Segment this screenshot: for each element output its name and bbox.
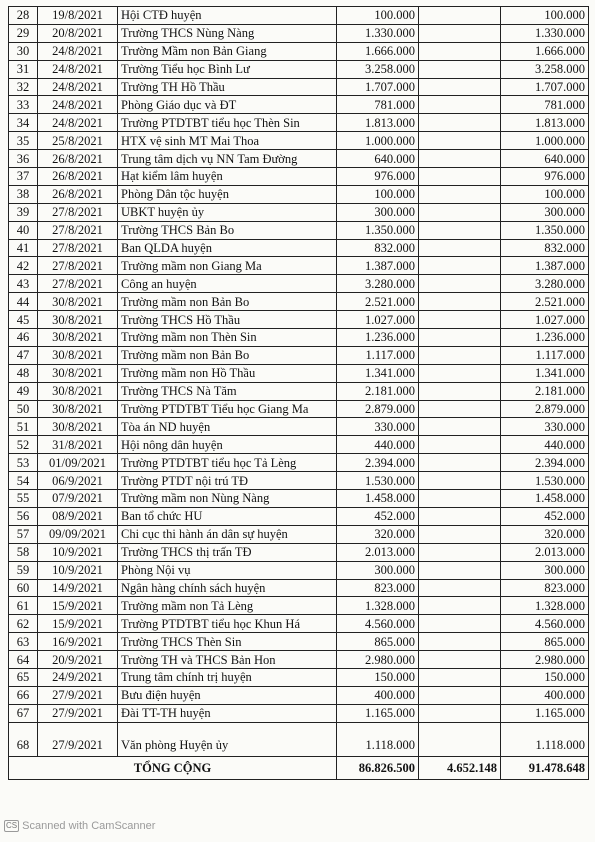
cell-amount: 1.458.000 (337, 490, 419, 508)
cell-date: 27/8/2021 (38, 275, 118, 293)
cell-extra (419, 704, 501, 722)
cell-amount: 2.980.000 (337, 651, 419, 669)
cell-amount: 832.000 (337, 239, 419, 257)
cell-date: 27/9/2021 (38, 704, 118, 722)
cell-total: 1.027.000 (501, 311, 589, 329)
cell-unit: Trường THCS Hồ Thầu (118, 311, 337, 329)
cell-total: 452.000 (501, 507, 589, 525)
cell-amount: 1.707.000 (337, 78, 419, 96)
cell-date: 27/8/2021 (38, 239, 118, 257)
table-row (9, 454, 589, 472)
cell-stt: 40 (9, 221, 38, 239)
cell-extra (419, 150, 501, 168)
cell-stt: 62 (9, 615, 38, 633)
table-row (9, 24, 589, 42)
cell-amount: 2.521.000 (337, 293, 419, 311)
cell-date: 30/8/2021 (38, 382, 118, 400)
cell-date: 25/8/2021 (38, 132, 118, 150)
table-row (9, 221, 589, 239)
cell-stt: 57 (9, 525, 38, 543)
table-row (9, 686, 589, 704)
cell-date: 27/8/2021 (38, 257, 118, 275)
cell-unit: Trường PTDT nội trú TĐ (118, 472, 337, 490)
cell-date: 27/8/2021 (38, 203, 118, 221)
cell-stt: 33 (9, 96, 38, 114)
table-row (9, 42, 589, 60)
cell-stt: 53 (9, 454, 38, 472)
cell-amount: 1.165.000 (337, 704, 419, 722)
table-row (9, 525, 589, 543)
table-row (9, 615, 589, 633)
cell-date: 26/8/2021 (38, 185, 118, 203)
cell-extra (419, 203, 501, 221)
cell-total: 100.000 (501, 7, 589, 25)
cell-stt: 42 (9, 257, 38, 275)
cell-extra (419, 525, 501, 543)
cell-unit: Trung tâm chính trị huyện (118, 668, 337, 686)
camscanner-icon: CS (6, 821, 18, 830)
cell-stt: 32 (9, 78, 38, 96)
cell-date: 24/8/2021 (38, 60, 118, 78)
cell-total: 1.000.000 (501, 132, 589, 150)
cell-unit: Công an huyện (118, 275, 337, 293)
cell-total: 1.236.000 (501, 329, 589, 347)
cell-unit: Trường mầm non Nùng Nàng (118, 490, 337, 508)
cell-total: 1.328.000 (501, 597, 589, 615)
cell-date: 30/8/2021 (38, 329, 118, 347)
cell-total: 2.181.000 (501, 382, 589, 400)
scanner-text: Scanned with CamScanner (22, 820, 156, 832)
cell-extra (419, 7, 501, 25)
total-label: TỔNG CỘNG (9, 756, 337, 779)
cell-stt: 51 (9, 418, 38, 436)
cell-stt: 46 (9, 329, 38, 347)
cell-date: 07/9/2021 (38, 490, 118, 508)
cell-stt: 68 (9, 722, 38, 756)
cell-unit: Trường TH Hồ Thầu (118, 78, 337, 96)
cell-date: 30/8/2021 (38, 364, 118, 382)
scanner-watermark (4, 820, 155, 832)
cell-total: 300.000 (501, 203, 589, 221)
cell-date: 06/9/2021 (38, 472, 118, 490)
cell-total: 2.394.000 (501, 454, 589, 472)
cell-date: 10/9/2021 (38, 543, 118, 561)
cell-extra (419, 597, 501, 615)
cell-total: 823.000 (501, 579, 589, 597)
cell-unit: Phòng Nội vụ (118, 561, 337, 579)
cell-stt: 37 (9, 168, 38, 186)
cell-amount: 1.236.000 (337, 329, 419, 347)
table-row (9, 561, 589, 579)
cell-stt: 43 (9, 275, 38, 293)
cell-stt: 44 (9, 293, 38, 311)
cell-amount: 1.350.000 (337, 221, 419, 239)
cell-date: 31/8/2021 (38, 436, 118, 454)
cell-stt: 60 (9, 579, 38, 597)
table-row (9, 382, 589, 400)
table-row (9, 633, 589, 651)
cell-total: 400.000 (501, 686, 589, 704)
cell-stt: 38 (9, 185, 38, 203)
cell-extra (419, 400, 501, 418)
cell-extra (419, 668, 501, 686)
cell-extra (419, 96, 501, 114)
cell-extra (419, 257, 501, 275)
cell-amount: 1.813.000 (337, 114, 419, 132)
cell-amount: 300.000 (337, 203, 419, 221)
cell-date: 19/8/2021 (38, 7, 118, 25)
cell-date: 15/9/2021 (38, 615, 118, 633)
cell-extra (419, 346, 501, 364)
table-row (9, 185, 589, 203)
cell-unit: Phòng Giáo dục và ĐT (118, 96, 337, 114)
total-col1: 86.826.500 (337, 756, 419, 779)
cell-stt: 29 (9, 24, 38, 42)
cell-extra (419, 633, 501, 651)
donation-table (8, 6, 589, 780)
cell-extra (419, 543, 501, 561)
cell-date: 16/9/2021 (38, 633, 118, 651)
cell-extra (419, 490, 501, 508)
cell-unit: Trường mầm non Bản Bo (118, 293, 337, 311)
cell-unit: Trường PTDTBT tiểu học Thèn Sin (118, 114, 337, 132)
cell-stt: 41 (9, 239, 38, 257)
cell-stt: 58 (9, 543, 38, 561)
cell-unit: Trường mầm non Bản Bo (118, 346, 337, 364)
cell-amount: 330.000 (337, 418, 419, 436)
cell-date: 24/8/2021 (38, 78, 118, 96)
cell-total: 4.560.000 (501, 615, 589, 633)
cell-stt: 55 (9, 490, 38, 508)
cell-total: 1.707.000 (501, 78, 589, 96)
cell-extra (419, 78, 501, 96)
cell-stt: 67 (9, 704, 38, 722)
cell-total: 1.118.000 (501, 722, 589, 756)
table-body (9, 7, 589, 757)
table-row (9, 168, 589, 186)
cell-date: 24/8/2021 (38, 96, 118, 114)
table-row (9, 400, 589, 418)
cell-stt: 50 (9, 400, 38, 418)
cell-total: 1.350.000 (501, 221, 589, 239)
cell-total: 1.666.000 (501, 42, 589, 60)
cell-stt: 28 (9, 7, 38, 25)
cell-unit: Trường THCS Bản Bo (118, 221, 337, 239)
cell-stt: 30 (9, 42, 38, 60)
table-row (9, 722, 589, 756)
cell-stt: 48 (9, 364, 38, 382)
cell-date: 27/9/2021 (38, 722, 118, 756)
cell-amount: 1.000.000 (337, 132, 419, 150)
table-row (9, 436, 589, 454)
cell-extra (419, 651, 501, 669)
cell-stt: 34 (9, 114, 38, 132)
cell-amount: 4.560.000 (337, 615, 419, 633)
cell-amount: 1.117.000 (337, 346, 419, 364)
cell-unit: Ngân hàng chính sách huyện (118, 579, 337, 597)
cell-date: 30/8/2021 (38, 293, 118, 311)
cell-total: 1.117.000 (501, 346, 589, 364)
cell-date: 30/8/2021 (38, 400, 118, 418)
table-row (9, 239, 589, 257)
cell-total: 300.000 (501, 561, 589, 579)
cell-date: 14/9/2021 (38, 579, 118, 597)
table-row (9, 78, 589, 96)
cell-total: 2.980.000 (501, 651, 589, 669)
cell-date: 20/9/2021 (38, 651, 118, 669)
cell-stt: 47 (9, 346, 38, 364)
cell-date: 26/8/2021 (38, 168, 118, 186)
cell-total: 320.000 (501, 525, 589, 543)
cell-amount: 1.387.000 (337, 257, 419, 275)
cell-amount: 1.530.000 (337, 472, 419, 490)
cell-total: 976.000 (501, 168, 589, 186)
table-row (9, 275, 589, 293)
cell-date: 09/09/2021 (38, 525, 118, 543)
cell-stt: 45 (9, 311, 38, 329)
cell-extra (419, 418, 501, 436)
cell-unit: UBKT huyện ủy (118, 203, 337, 221)
cell-total: 440.000 (501, 436, 589, 454)
cell-total: 1.813.000 (501, 114, 589, 132)
document-sheet (8, 6, 588, 780)
cell-amount: 2.181.000 (337, 382, 419, 400)
cell-unit: Trung tâm dịch vụ NN Tam Đường (118, 150, 337, 168)
table-row (9, 418, 589, 436)
cell-unit: Trường THCS Nà Tăm (118, 382, 337, 400)
cell-stt: 54 (9, 472, 38, 490)
cell-unit: Đài TT-TH huyện (118, 704, 337, 722)
cell-stt: 39 (9, 203, 38, 221)
table-row (9, 651, 589, 669)
cell-extra (419, 561, 501, 579)
cell-extra (419, 60, 501, 78)
cell-date: 08/9/2021 (38, 507, 118, 525)
cell-unit: Hội nông dân huyện (118, 436, 337, 454)
table-row (9, 597, 589, 615)
cell-amount: 823.000 (337, 579, 419, 597)
cell-total: 865.000 (501, 633, 589, 651)
cell-date: 15/9/2021 (38, 597, 118, 615)
cell-extra (419, 454, 501, 472)
table-row (9, 472, 589, 490)
cell-unit: Trường mầm non Giang Ma (118, 257, 337, 275)
cell-amount: 2.879.000 (337, 400, 419, 418)
cell-unit: Trường Tiểu học Bình Lư (118, 60, 337, 78)
cell-date: 30/8/2021 (38, 346, 118, 364)
cell-total: 100.000 (501, 185, 589, 203)
cell-extra (419, 24, 501, 42)
cell-stt: 31 (9, 60, 38, 78)
cell-stt: 49 (9, 382, 38, 400)
cell-amount: 2.394.000 (337, 454, 419, 472)
cell-unit: Phòng Dân tộc huyện (118, 185, 337, 203)
cell-amount: 440.000 (337, 436, 419, 454)
cell-amount: 1.666.000 (337, 42, 419, 60)
cell-stt: 35 (9, 132, 38, 150)
cell-total: 2.521.000 (501, 293, 589, 311)
cell-total: 2.879.000 (501, 400, 589, 418)
cell-extra (419, 132, 501, 150)
cell-total: 1.530.000 (501, 472, 589, 490)
table-row (9, 203, 589, 221)
cell-unit: Trường mầm non Thèn Sin (118, 329, 337, 347)
table-row (9, 257, 589, 275)
cell-amount: 320.000 (337, 525, 419, 543)
cell-unit: Trường mầm non Tả Lèng (118, 597, 337, 615)
cell-unit: Bưu điện huyện (118, 686, 337, 704)
cell-amount: 150.000 (337, 668, 419, 686)
table-row (9, 150, 589, 168)
cell-date: 27/9/2021 (38, 686, 118, 704)
cell-total: 832.000 (501, 239, 589, 257)
cell-extra (419, 239, 501, 257)
cell-extra (419, 168, 501, 186)
table-row (9, 96, 589, 114)
cell-extra (419, 436, 501, 454)
cell-unit: Trường Mầm non Bản Giang (118, 42, 337, 60)
cell-unit: Ban tổ chức HU (118, 507, 337, 525)
cell-total: 781.000 (501, 96, 589, 114)
cell-extra (419, 722, 501, 756)
table-row (9, 114, 589, 132)
cell-amount: 2.013.000 (337, 543, 419, 561)
cell-stt: 59 (9, 561, 38, 579)
cell-unit: Ban QLDA huyện (118, 239, 337, 257)
table-row (9, 364, 589, 382)
cell-unit: Văn phòng Huyện ủy (118, 722, 337, 756)
cell-total: 1.165.000 (501, 704, 589, 722)
cell-amount: 1.027.000 (337, 311, 419, 329)
table-row (9, 579, 589, 597)
cell-amount: 1.330.000 (337, 24, 419, 42)
cell-date: 20/8/2021 (38, 24, 118, 42)
cell-amount: 100.000 (337, 185, 419, 203)
cell-amount: 400.000 (337, 686, 419, 704)
table-row (9, 668, 589, 686)
cell-unit: Trường PTDTBT tiểu học Khun Há (118, 615, 337, 633)
cell-stt: 64 (9, 651, 38, 669)
cell-amount: 1.328.000 (337, 597, 419, 615)
cell-amount: 100.000 (337, 7, 419, 25)
cell-amount: 3.258.000 (337, 60, 419, 78)
cell-unit: Trường TH và THCS Bản Hon (118, 651, 337, 669)
cell-extra (419, 114, 501, 132)
cell-extra (419, 311, 501, 329)
cell-unit: Trường THCS thị trấn TĐ (118, 543, 337, 561)
cell-date: 24/8/2021 (38, 42, 118, 60)
cell-amount: 865.000 (337, 633, 419, 651)
cell-amount: 3.280.000 (337, 275, 419, 293)
cell-unit: Chi cục thi hành án dân sự huyện (118, 525, 337, 543)
table-row (9, 507, 589, 525)
cell-date: 27/8/2021 (38, 221, 118, 239)
cell-extra (419, 42, 501, 60)
cell-unit: Trường THCS Thèn Sin (118, 633, 337, 651)
table-row (9, 329, 589, 347)
cell-total: 3.280.000 (501, 275, 589, 293)
cell-total: 1.387.000 (501, 257, 589, 275)
cell-extra (419, 185, 501, 203)
cell-stt: 36 (9, 150, 38, 168)
cell-extra (419, 615, 501, 633)
cell-extra (419, 579, 501, 597)
cell-unit: Tòa án ND huyện (118, 418, 337, 436)
cell-date: 24/8/2021 (38, 114, 118, 132)
cell-amount: 1.341.000 (337, 364, 419, 382)
cell-amount: 640.000 (337, 150, 419, 168)
cell-extra (419, 686, 501, 704)
cell-total: 150.000 (501, 668, 589, 686)
table-row (9, 704, 589, 722)
cell-total: 2.013.000 (501, 543, 589, 561)
cell-total: 1.341.000 (501, 364, 589, 382)
total-col2: 4.652.148 (419, 756, 501, 779)
cell-unit: HTX vệ sinh MT Mai Thoa (118, 132, 337, 150)
cell-total: 1.458.000 (501, 490, 589, 508)
cell-extra (419, 382, 501, 400)
total-row (9, 756, 589, 779)
cell-unit: Trường mầm non Hồ Thầu (118, 364, 337, 382)
table-row (9, 132, 589, 150)
cell-date: 30/8/2021 (38, 418, 118, 436)
table-row (9, 543, 589, 561)
cell-date: 01/09/2021 (38, 454, 118, 472)
cell-amount: 976.000 (337, 168, 419, 186)
cell-amount: 452.000 (337, 507, 419, 525)
cell-amount: 781.000 (337, 96, 419, 114)
cell-unit: Trường PTDTBT tiểu học Tả Lèng (118, 454, 337, 472)
cell-extra (419, 472, 501, 490)
cell-extra (419, 364, 501, 382)
cell-stt: 63 (9, 633, 38, 651)
cell-total: 1.330.000 (501, 24, 589, 42)
cell-extra (419, 507, 501, 525)
table-row (9, 7, 589, 25)
table-row (9, 346, 589, 364)
cell-stt: 65 (9, 668, 38, 686)
cell-total: 640.000 (501, 150, 589, 168)
table-row (9, 60, 589, 78)
cell-amount: 1.118.000 (337, 722, 419, 756)
cell-extra (419, 221, 501, 239)
total-col3: 91.478.648 (501, 756, 589, 779)
cell-extra (419, 329, 501, 347)
table-row (9, 293, 589, 311)
cell-unit: Trường PTDTBT Tiểu học Giang Ma (118, 400, 337, 418)
cell-date: 26/8/2021 (38, 150, 118, 168)
cell-date: 24/9/2021 (38, 668, 118, 686)
table-row (9, 490, 589, 508)
cell-extra (419, 293, 501, 311)
cell-unit: Trường THCS Nùng Nàng (118, 24, 337, 42)
cell-unit: Hạt kiểm lâm huyện (118, 168, 337, 186)
cell-total: 330.000 (501, 418, 589, 436)
cell-extra (419, 275, 501, 293)
cell-total: 3.258.000 (501, 60, 589, 78)
cell-date: 10/9/2021 (38, 561, 118, 579)
cell-stt: 56 (9, 507, 38, 525)
cell-stt: 52 (9, 436, 38, 454)
cell-amount: 300.000 (337, 561, 419, 579)
cell-date: 30/8/2021 (38, 311, 118, 329)
table-row (9, 311, 589, 329)
cell-stt: 66 (9, 686, 38, 704)
cell-unit: Hội CTĐ huyện (118, 7, 337, 25)
cell-stt: 61 (9, 597, 38, 615)
